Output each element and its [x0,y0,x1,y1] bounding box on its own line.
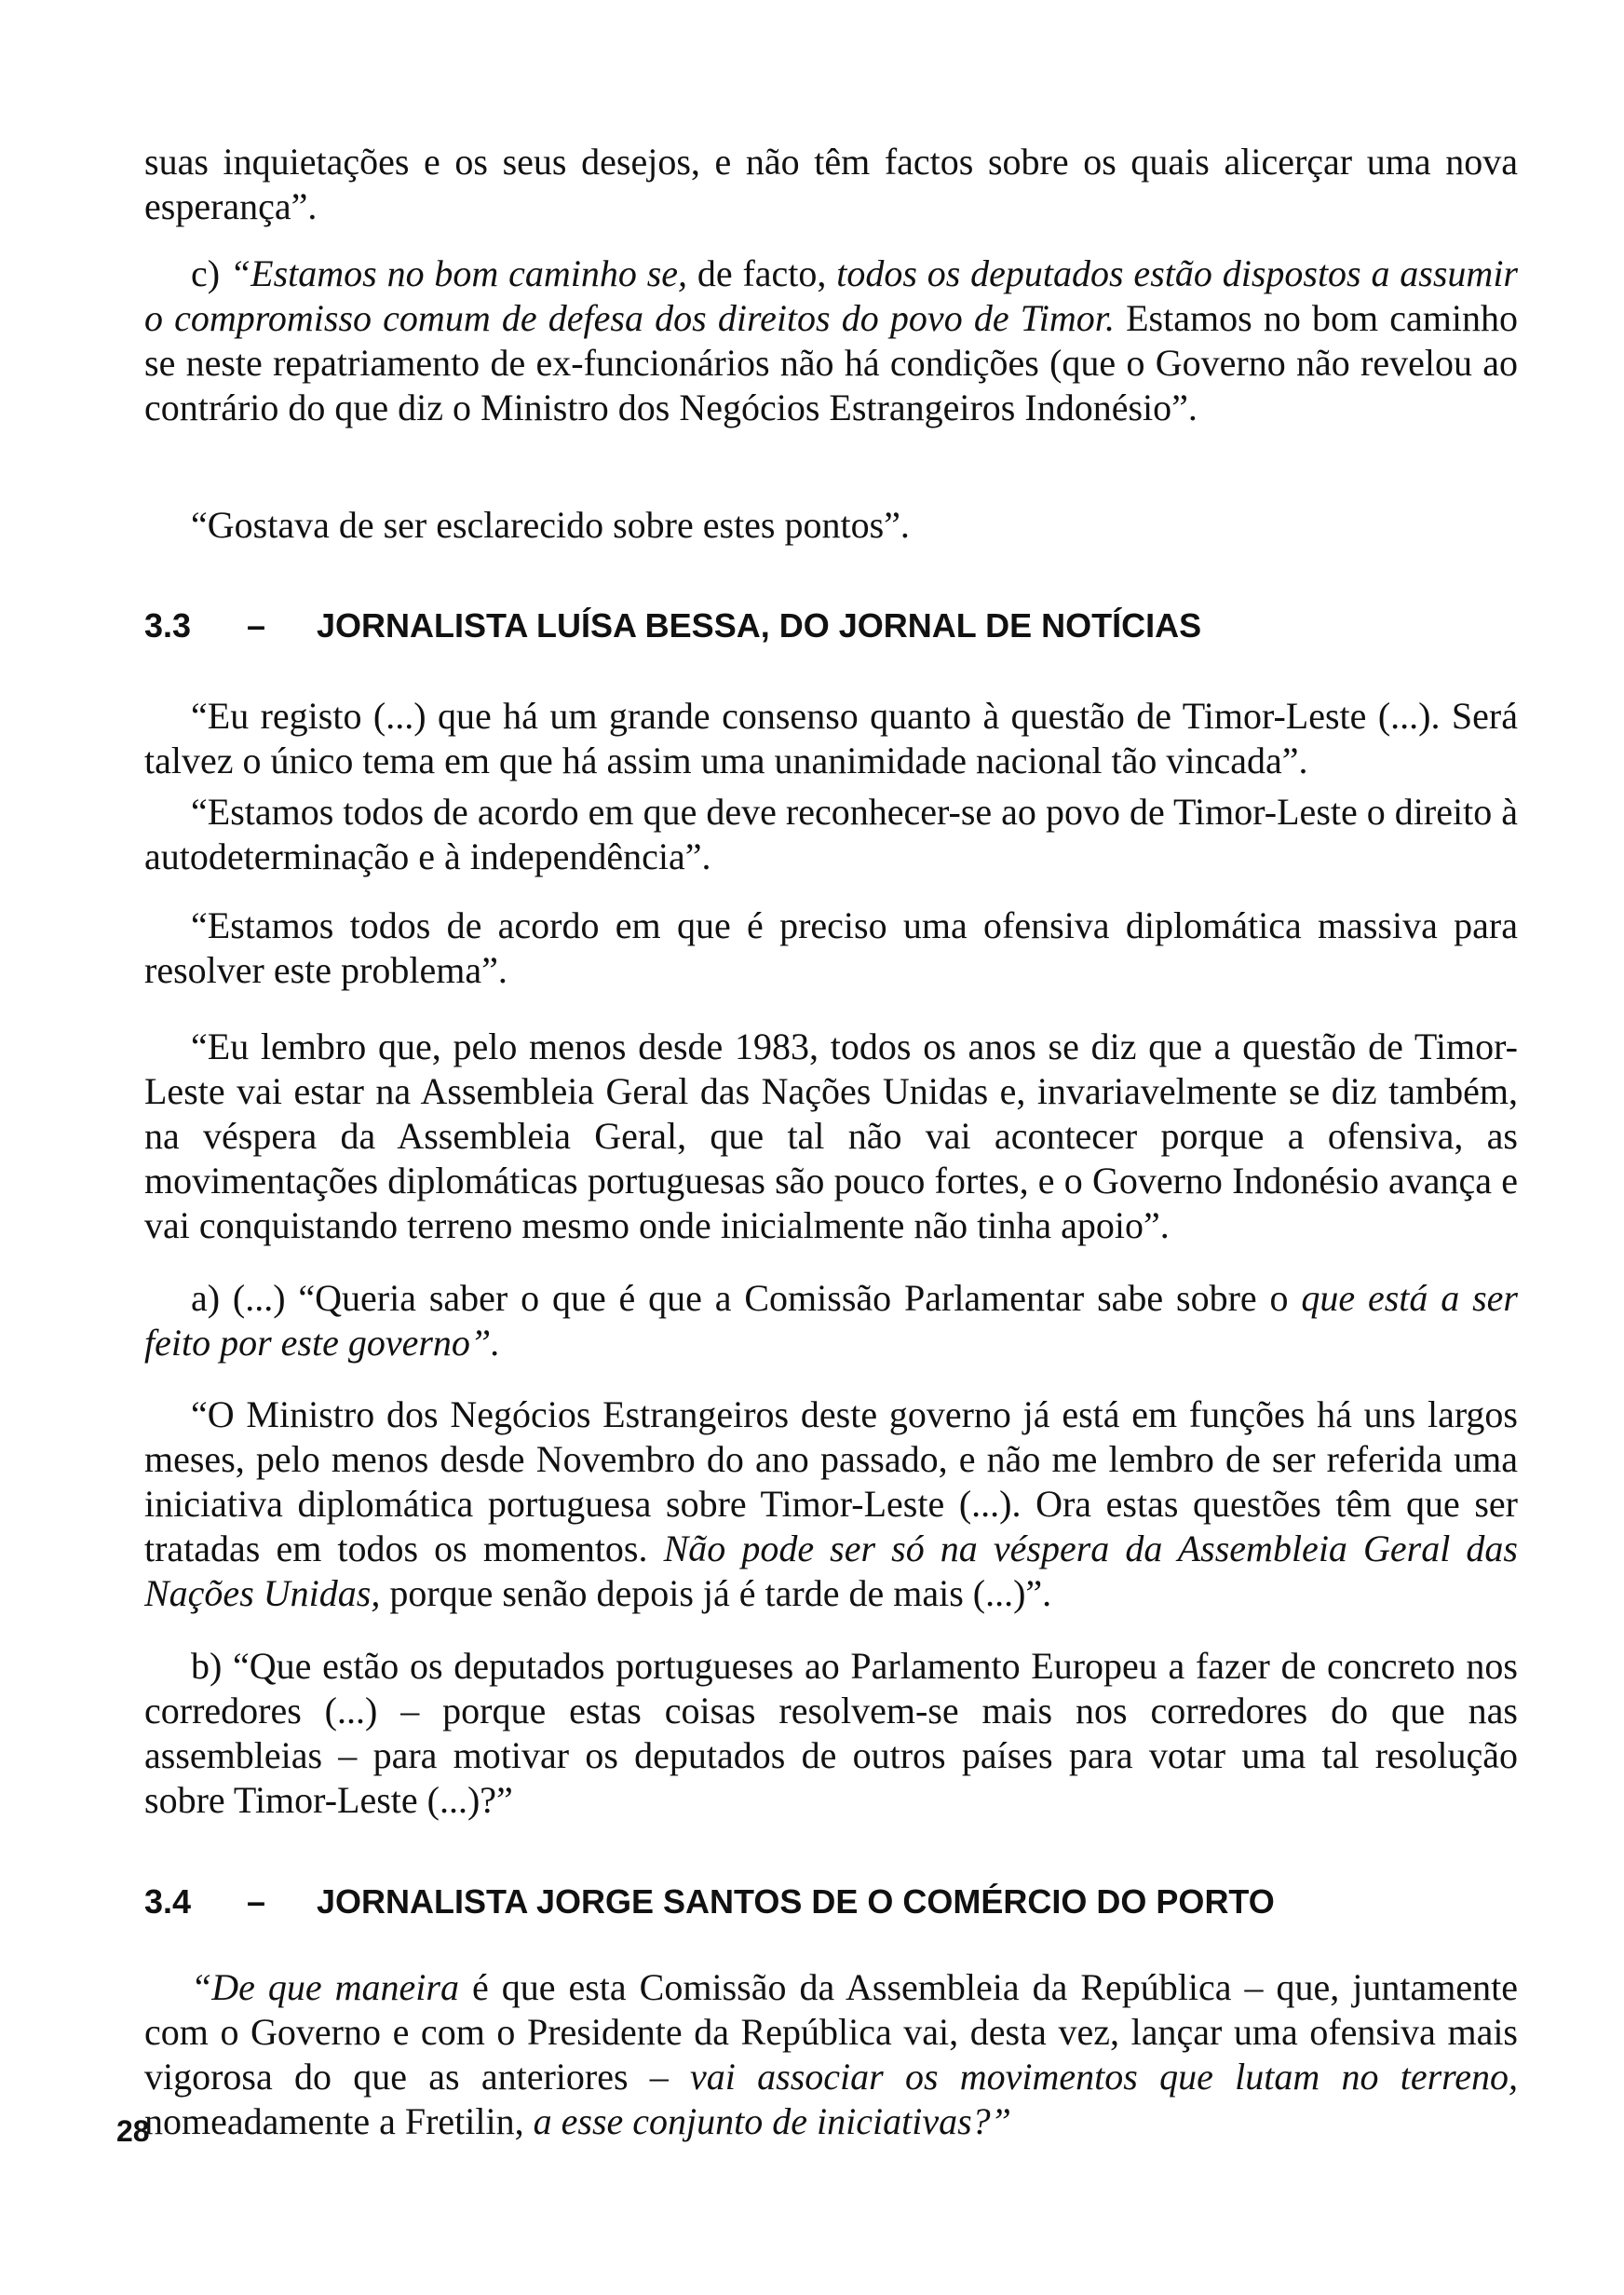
text: “Eu lembro que, pelo menos desde 1983, todos os anos se diz que a questão de Timor-Leste vai estar na Assembleia Geral das Nações Unidas e, invariavelmente se diz também, na véspera da Assembleia Geral, que tal não vai acontecer porque a ofensiva, as movimentações diplomáticas portuguesas são pouco fortes, e o Governo Indonésio avança e vai conquistando terreno mesmo onde inicialmente não tinha apoio”. [144,1025,1518,1246]
section-heading-3-3 [144,605,1518,646]
paragraph [144,140,1518,229]
text: “O Ministro dos Negócios Estrangeiros deste governo já está em funções há uns largos meses, pelo menos desde Novembro do ano passado, e não me lembro de ser referida uma iniciativa diplomática portuguesa sobre Timor-Leste (...). Ora estas questões têm que ser tratadas em todos os momentos. [144,1393,1518,1569]
section-heading-3-4 [144,1881,1518,1922]
text: “Eu registo (...) que há um grande consenso quanto à questão de Timor-Leste (...). Será talvez o único tema em que há assim uma unanimidade nacional tão vincada”. [144,695,1518,781]
italic-text: “Estamos no bom caminho se, [229,252,688,294]
italic-text: vai associar os movimentos que lutam no terreno, [690,2056,1518,2098]
paragraph [144,251,1518,430]
italic-text: todos os deputados estão dispostos a assumir o compromisso comum de defesa dos direitos do povo de Timor. [144,252,1518,339]
italic-text: “De que maneira [191,1966,459,2008]
paragraph [144,503,1518,548]
paragraph [144,1276,1518,1365]
page-number: 28 [116,2114,150,2148]
text: c) [191,252,230,294]
italic-text: Não pode ser só na véspera da Assembleia Geral das Nações Unidas, [144,1528,1518,1614]
section-dash: – [247,606,266,645]
text: porque senão depois já é tarde de mais (...)”. [380,1572,1052,1614]
paragraph [144,1965,1518,2144]
paragraph [144,694,1518,783]
section-title: JORNALISTA JORGE SANTOS DE O COMÉRCIO DO PORTO [317,1882,1275,1921]
text: suas inquietações e os seus desejos, e não têm factos sobre os quais alicerçar uma nova esperança”. [144,141,1518,227]
text: a) (...) “Queria saber o que é que a Comissão Parlamentar sabe sobre o [191,1277,1302,1319]
paragraph [144,1392,1518,1616]
text: “Estamos todos de acordo em que é preciso uma ofensiva diplomática massiva para resolver este problema”. [144,904,1518,991]
text: de facto, [687,252,837,294]
paragraph [144,1025,1518,1248]
section-dash: – [247,1882,266,1921]
paragraph [144,790,1518,879]
text: “Gostava de ser esclarecido sobre estes pontos”. [191,504,910,546]
text: nomeadamente a Fretilin, [144,2100,534,2142]
section-number: 3.3 [144,606,192,645]
text: b) “Que estão os deputados portugueses ao Parlamento Europeu a fazer de concreto nos corredores (...) – porque estas coisas resolvem-se mais nos corredores do que nas assembleias – para motivar os deputados de outros países para votar uma tal resolução sobre Timor-Leste (...)?” [144,1645,1518,1821]
section-number: 3.4 [144,1882,192,1921]
italic-text: que está a ser feito por este governo”. [144,1277,1518,1364]
italic-text: a esse conjunto de iniciativas?” [533,2100,1011,2142]
paragraph [144,1644,1518,1823]
section-title: JORNALISTA LUÍSA BESSA, DO JORNAL DE NOTÍCIAS [317,606,1202,645]
text: “Estamos todos de acordo em que deve reconhecer-se ao povo de Timor-Leste o direito à autodeterminação e à independência”. [144,791,1518,877]
paragraph [144,903,1518,993]
text: é que esta Comissão da Assembleia da República – que, juntamente com o Governo e com o Presidente da República vai, desta vez, lançar uma ofensiva mais vigorosa do que as anteriores – [144,1966,1519,2098]
text: Estamos no bom caminho se neste repatriamento de ex-funcionários não há condições (que o Governo não revelou ao contrário do que diz o Ministro dos Negócios Estrangeiros Indonésio”. [144,297,1518,428]
